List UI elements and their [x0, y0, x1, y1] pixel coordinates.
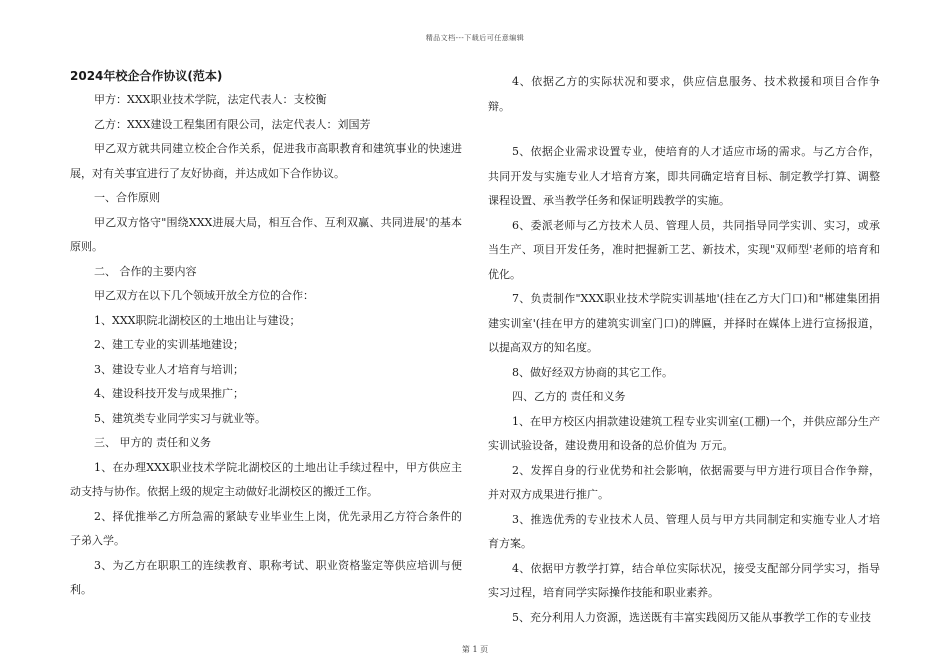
paragraph: 2、建工专业的实训基地建设； — [94, 338, 244, 351]
paragraph: 5、建筑类专业同学实习与就业等。 — [94, 411, 266, 425]
paragraph: 4、依据乙方的实际状况和要求，供应信息服务、技术救援和项目合作争辩。 — [488, 75, 880, 113]
paragraph: 甲方：XXX职业技术学院，法定代表人：支校衡 — [94, 93, 327, 106]
paragraph: 3、推选优秀的专业技术人员、管理人员与甲方共同制定和实施专业人才培育方案。 — [488, 512, 880, 550]
left-column — [70, 64, 462, 603]
paragraph: 4、建设科技开发与成果推广； — [94, 387, 244, 400]
paragraph: 2、发挥自身的行业优势和社会影响，依据需要与甲方进行项目合作争辩，并对双方成果进行推广。 — [488, 463, 880, 501]
paragraph: 三、 甲方的 责任和义务 — [94, 436, 211, 449]
paragraph: 3、建设专业人才培育与培训； — [94, 362, 244, 376]
left-body — [70, 88, 462, 603]
paragraph: 7、负责制作"XXX职业技术学院实训基地'(挂在乙方大门口)和"郴建集团捐建实训室'(挂在甲方的建筑实训室门口)的牌匾，并择时在媒体上进行宣扬报道，以提高双方的知名度。 — [488, 292, 880, 354]
paragraph: 3、为乙方在职职工的连续教育、职称考试、职业资格鉴定等供应培训与便利。 — [70, 558, 462, 596]
page-number: 第 1 页 — [461, 645, 489, 654]
paragraph: 甲乙双方就共同建立校企合作关系，促进我市高职教育和建筑事业的快速进展，对有关事宜进行了友好协商，并达成如下合作协议。 — [70, 142, 462, 180]
right-column — [488, 64, 880, 630]
paragraph: 四、乙方的 责任和义务 — [512, 390, 626, 403]
paragraph: 二、 合作的主要内容 — [94, 264, 197, 278]
paragraph: 甲乙双方在以下几个领域开放全方位的合作： — [94, 289, 314, 302]
paragraph: 一、合作原则 — [94, 191, 160, 204]
paragraph: 1、在办理XXX职业技术学院北湖校区的土地出让手续过程中，甲方供应主动支持与协作。依据上级的规定主动做好北湖校区的搬迁工作。 — [70, 460, 462, 498]
paragraph: 乙方：XXX建设工程集团有限公司，法定代表人：刘国芳 — [94, 117, 371, 131]
page-header: 精品文档---下载后可任意编辑 — [425, 34, 525, 42]
spacer — [488, 119, 880, 140]
paragraph: 1、在甲方校区内捐款建设建筑工程专业实训室(工棚)一个，并供应部分生产实训试验设备，建设费用和设备的总价值为 万元。 — [488, 414, 880, 452]
paragraph: 1、XXX职院北湖校区的土地出让与建设； — [94, 313, 301, 327]
paragraph: 5、充分利用人力资源，选送既有丰富实践阅历又能从事教学工作的专业技 — [512, 610, 871, 624]
paragraph: 6、委派老师与乙方技术人员、管理人员，共同指导同学实训、实习，或承当生产、项目开发任务，准时把握新工艺、新技术，实现"双师型'老师的培育和优化。 — [488, 218, 880, 281]
paragraph: 2、择优推举乙方所急需的紧缺专业毕业生上岗，优先录用乙方符合条件的子弟入学。 — [70, 509, 462, 547]
paragraph: 甲乙双方恪守"围绕XXX进展大局，相互合作、互利双赢、共同进展'的基本原则。 — [70, 215, 462, 253]
right-body — [488, 140, 880, 630]
paragraph: 4、依据甲方教学打算，结合单位实际状况，接受支配部分同学实习，指导实习过程，培育同学实际操作技能和职业素养。 — [488, 561, 880, 599]
document-title: 2024年校企合作协议(范本) — [70, 69, 223, 83]
right-top-body — [488, 70, 880, 119]
paragraph: 5、依据企业需求设置专业，使培育的人才适应市场的需求。与乙方合作，共同开发与实施专业人才培育方案，即共同确定培育目标、制定教学打算、调整课程设置、承当教学任务和保证明践教学的实施。 — [488, 145, 880, 207]
paragraph: 8、做好经双方协商的其它工作。 — [512, 365, 673, 379]
